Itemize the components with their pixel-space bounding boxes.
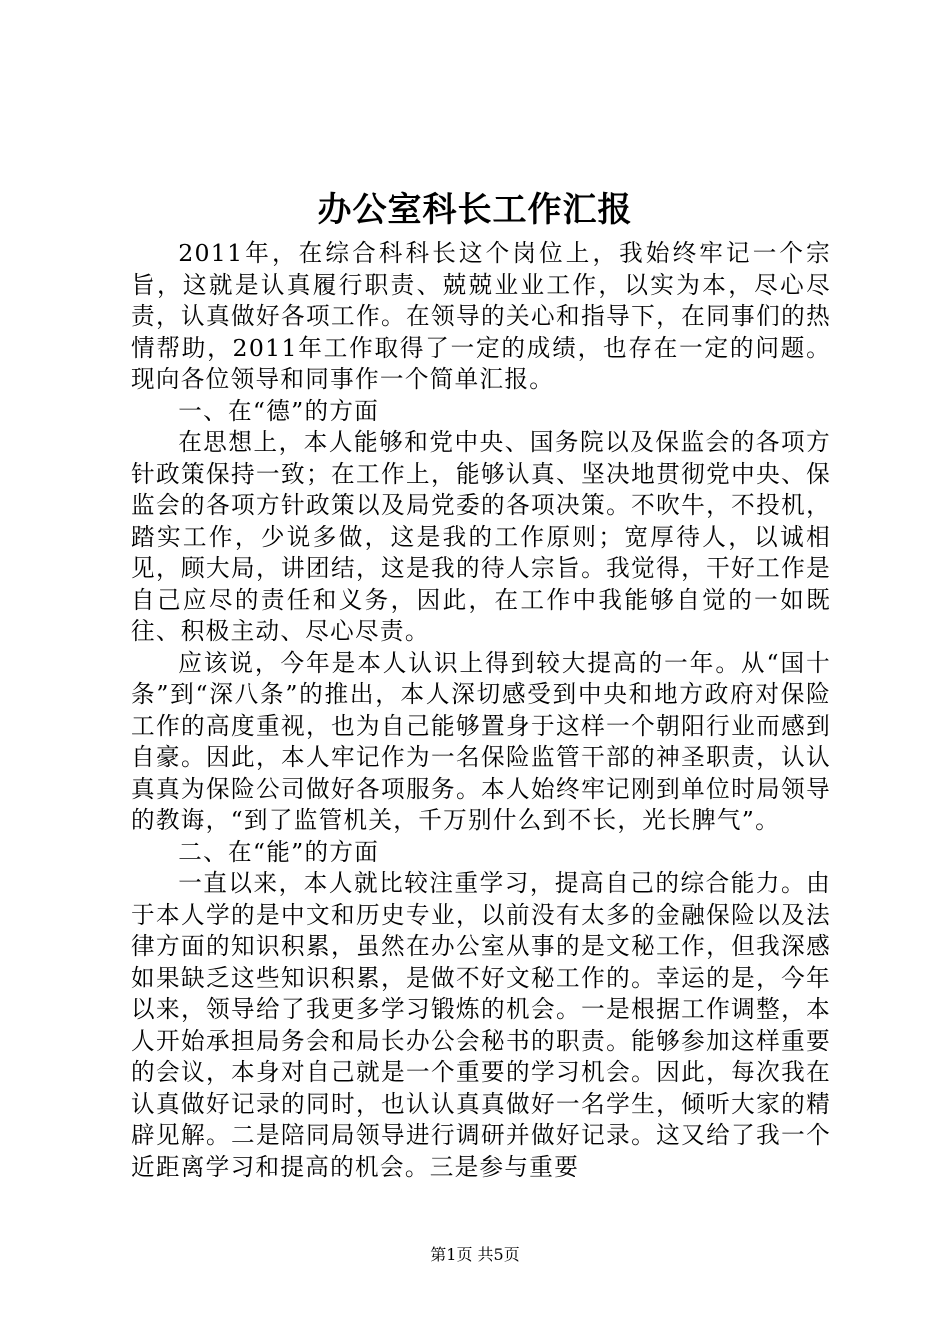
- paragraph-learning: 一直以来，本人就比较注重学习，提高自己的综合能力。由于本人学的是中文和历史专业，以前没有太多的金融保险以及法律方面的知识积累，虽然在办公室从事的是文秘工作，但我深感如果缺乏这些知识积累，是做不好文秘工作的。幸运的是，今年以来，领导给了我更多学习锻炼的机会。一是根据工作调整，本人开始承担局务会和局长办公会秘书的职责。能够参加这样重要的会议，本身对自己就是一个重要的学习机会。因此，每次我在认真做好记录的同时，也认认真真做好一名学生，倾听大家的精辟见解。二是陪同局领导进行调研并做好记录。这又给了我一个近距离学习和提高的机会。三是参与重要: [131, 869, 831, 1181]
- paragraph-intro: 2011年，在综合科科长这个岗位上，我始终牢记一个宗旨，这就是认真履行职责、兢兢业业工作，以实为本，尽心尽责，认真做好各项工作。在领导的关心和指导下，在同事们的热情帮助，2011年工作取得了一定的成绩，也存在一定的问题。现向各位领导和同事作一个简单汇报。: [131, 239, 831, 393]
- page-number-footer: 第1页 共5页: [430, 1245, 520, 1264]
- document-title: 办公室科长工作汇报: [317, 190, 633, 230]
- paragraph-ideology: 在思想上，本人能够和党中央、国务院以及保监会的各项方针政策保持一致；在工作上，能够认真、坚决地贯彻党中央、保监会的各项方针政策以及局党委的各项决策。不吹牛，不投机，踏实工作，少说多做，这是我的工作原则；宽厚待人，以诚相见，顾大局，讲团结，这是我的待人宗旨。我觉得，干好工作是自己应尽的责任和义务，因此，在工作中我能够自觉的一如既往、积极主动、尽心尽责。: [131, 428, 831, 645]
- paragraph-awareness: 应该说，今年是本人认识上得到较大提高的一年。从“国十条”到“深八条”的推出，本人深切感受到中央和地方政府对保险工作的高度重视，也为自己能够置身于这样一个朝阳行业而感到自豪。因此，本人牢记作为一名保险监管干部的神圣职责，认认真真为保险公司做好各项服务。本人始终牢记刚到单位时局领导的教诲，“到了监管机关，千万别什么到不长，光长脾气”。: [131, 648, 831, 834]
- document-body: [131, 238, 831, 1183]
- section-heading-neng: 二、在“能”的方面: [178, 837, 380, 866]
- section-heading-de: 一、在“德”的方面: [178, 396, 380, 425]
